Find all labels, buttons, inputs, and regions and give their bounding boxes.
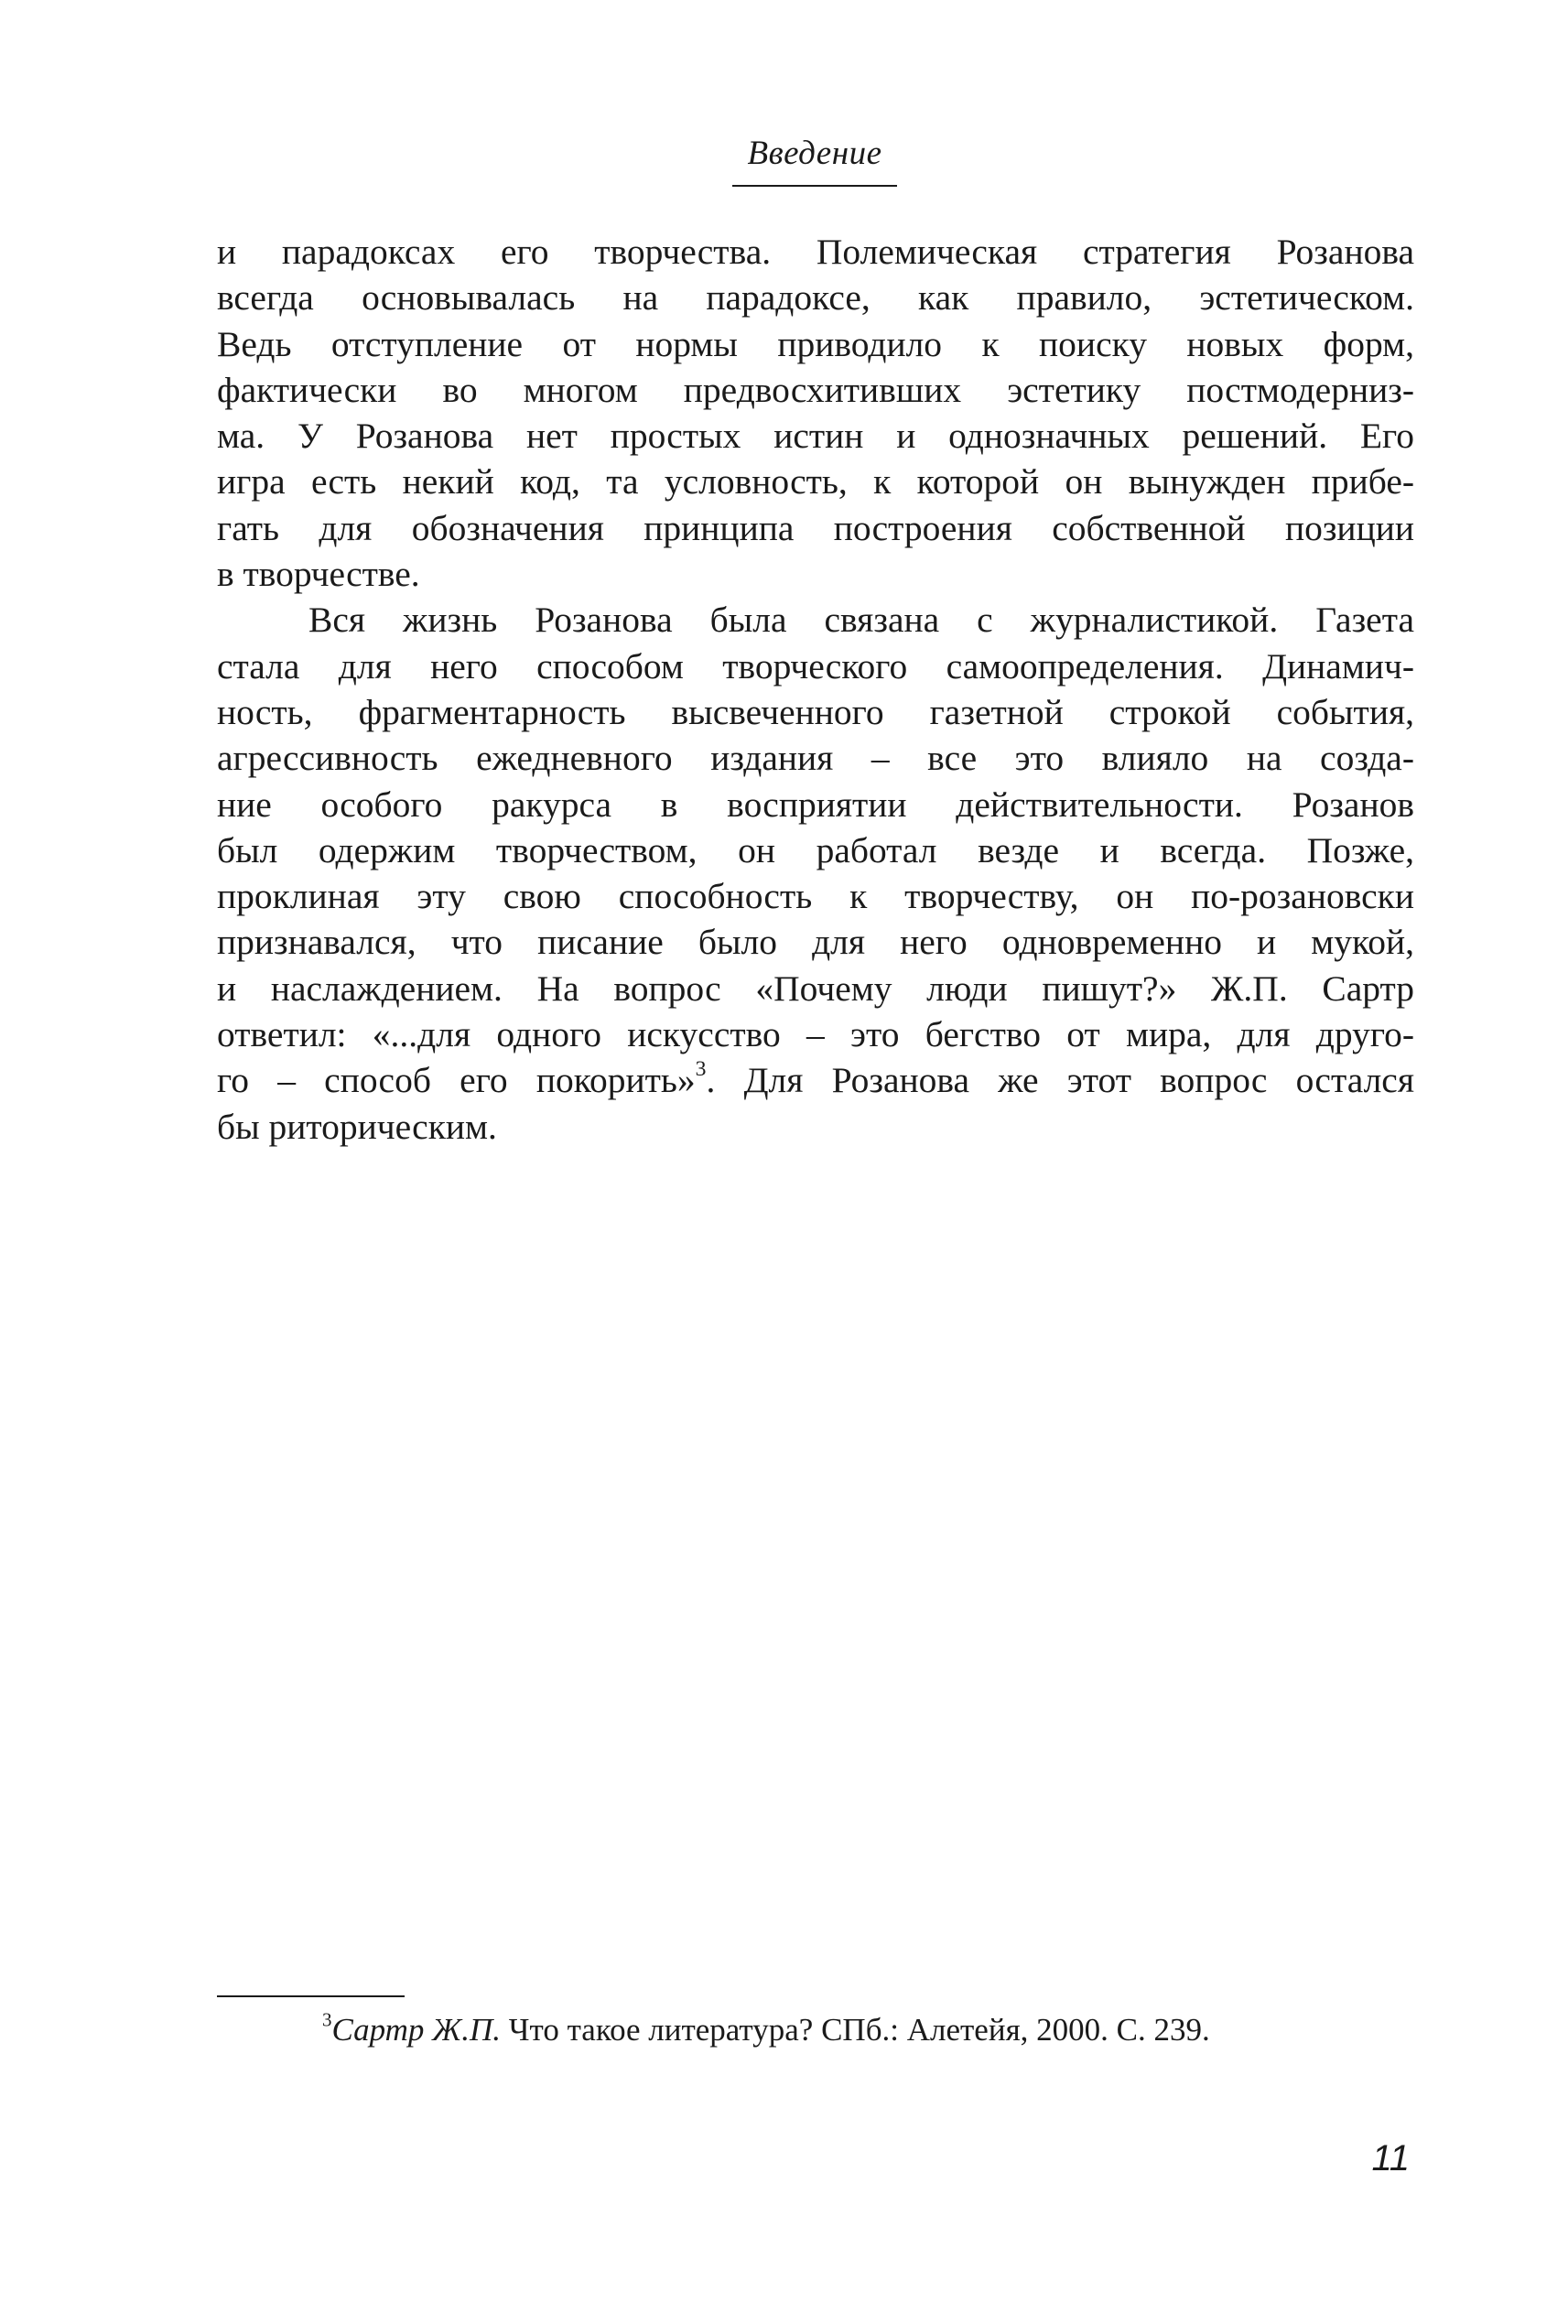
- text-line: проклиная эту свою способность к творчеству, он по-розановски: [217, 876, 1414, 917]
- text-line: гать для обозначения принципа построения собственной позиции: [217, 507, 1414, 548]
- footnote: [322, 2010, 1421, 2050]
- text-line: ответил: «...для одного искусство – это бегство от мира, для друго-: [217, 1014, 1414, 1055]
- text-line: в творчестве.: [217, 554, 420, 595]
- text-line: фактически во многом предвосхитивших эстетику постмодерниз-: [217, 369, 1414, 410]
- footnote-text: Что такое литература? СПб.: Алетейя, 2000. С. 239.: [501, 2012, 1210, 2048]
- text-line: и парадоксах его творчества. Полемическая стратегия Розанова: [217, 232, 1414, 272]
- footnote-author: Сартр Ж.П.: [331, 2012, 501, 2048]
- text-line: всегда основывалась на парадоксе, как правило, эстетическом.: [217, 277, 1414, 319]
- text-line: Вся жизнь Розанова была связана с журналистикой. Газета: [308, 600, 1414, 641]
- footnote-separator: [217, 1995, 405, 1997]
- text-fragment: . Для Розанова же этот вопрос остался: [706, 1060, 1414, 1101]
- text-line: признавался, что писание было для него одновременно и мукой,: [217, 922, 1414, 963]
- text-line: ма. У Розанова нет простых истин и однозначных решений. Его: [217, 416, 1414, 457]
- footnote-reference: 3: [695, 1057, 707, 1082]
- text-line: ность, фрагментарность высвеченного газетной строкой события,: [217, 691, 1414, 732]
- page-number: 11: [1371, 2138, 1410, 2178]
- text-line: был одержим творчеством, он работал везде и всегда. Позже,: [217, 829, 1414, 870]
- text-line: и наслаждением. На вопрос «Почему люди пишут?» Ж.П. Сартр: [217, 967, 1414, 1009]
- text-line: стала для него способом творческого самоопределения. Динамич-: [217, 645, 1414, 686]
- text-line: Ведь отступление от нормы приводило к поиску новых форм,: [217, 323, 1414, 364]
- running-title-underline: [732, 185, 897, 187]
- text-line: бы риторическим.: [217, 1106, 497, 1147]
- text-line: агрессивность ежедневного издания – все это влияло на созда-: [217, 738, 1414, 779]
- body-text: [217, 229, 1414, 1150]
- running-title: Введение: [747, 135, 882, 172]
- text-line: игра есть некий код, та условность, к которой он вынужден прибе-: [217, 461, 1414, 503]
- text-fragment: го – способ его покорить»: [217, 1060, 696, 1101]
- text-line: ние особого ракурса в восприятии действительности. Розанов: [217, 784, 1414, 825]
- text-line-with-footnote-ref: [217, 1057, 1414, 1103]
- footnote-mark: 3: [322, 2008, 332, 2031]
